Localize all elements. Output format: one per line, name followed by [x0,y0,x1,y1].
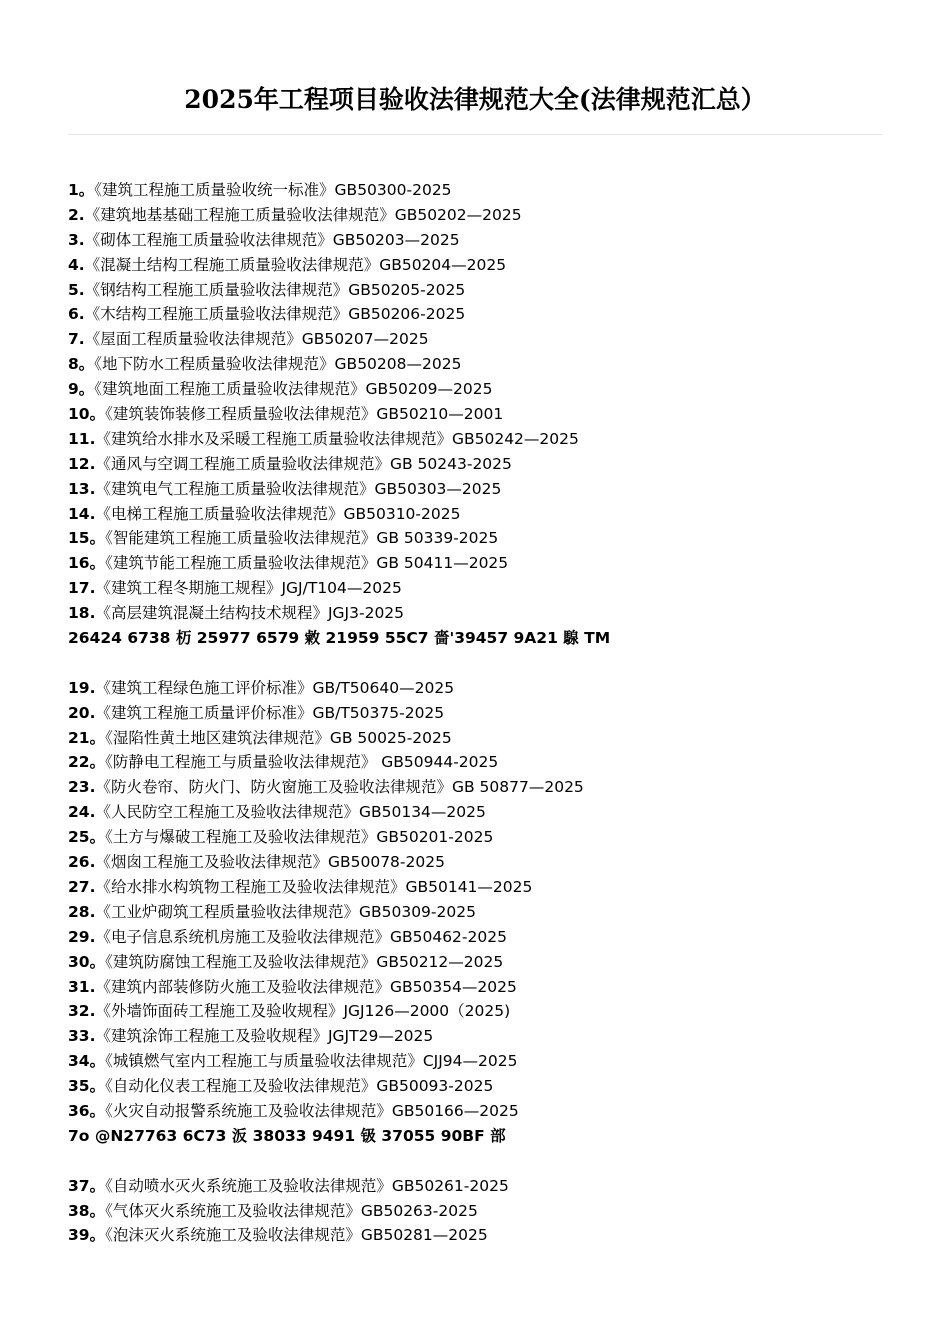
item-text: 《外墙饰面砖工程施工及验收规程》JGJ126—2000（2025) [95,1002,511,1021]
item-number: 6. [68,305,85,324]
item-text: 《湿陷性黄土地区建筑法律规范》GB 50025-2025 [105,728,452,747]
item-text: 《建筑电气工程施工质量验收法律规范》GB50303—2025 [95,479,502,498]
item-number: 38。 [68,1201,106,1220]
list-item [68,875,928,900]
item-number: 31. [68,977,96,996]
item-text: 《自动化仪表工程施工及验收法律规范》GB50093-2025 [105,1077,494,1096]
item-text: 《建筑涂饰工程施工及验收规程》JGJT29—2025 [95,1027,434,1046]
item-number: 14. [68,504,96,523]
garbled-text-line [68,626,928,651]
list-item [68,1223,928,1248]
item-text: 《砌体工程施工质量验收法律规范》GB50203—2025 [84,230,460,249]
standards-list [68,178,928,1248]
item-number: 9。 [68,380,95,399]
list-item [68,1074,928,1099]
item-text: 《通风与空调工程施工质量验收法律规范》GB 50243-2025 [95,454,512,473]
item-text: 《人民防空工程施工及验收法律规范》GB50134—2025 [95,803,486,822]
blank-line [68,651,928,676]
item-text: 《建筑地面工程施工质量验收法律规范》GB50209—2025 [94,380,493,399]
list-item [68,950,928,975]
list-item [68,278,928,303]
list-item [68,178,928,203]
item-number: 16。 [68,554,106,573]
item-number: 8。 [68,355,95,374]
list-item [68,302,928,327]
item-number: 20. [68,703,96,722]
list-item [68,775,928,800]
item-text: 《给水排水构筑物工程施工及验收法律规范》GB50141—2025 [95,877,533,896]
item-text: 《木结构工程施工质量验收法律规范》GB50206-2025 [84,305,466,324]
list-item [68,825,928,850]
item-text: 《建筑装饰装修工程质量验收法律规范》GB50210—2001 [105,405,504,424]
item-text: 《钢结构工程施工质量验收法律规范》GB50205-2025 [84,280,466,299]
item-text: 《电子信息系统机房施工及验收法律规范》GB50462-2025 [95,927,507,946]
list-item [68,402,928,427]
item-number: 37。 [68,1176,106,1195]
item-number: 27. [68,877,96,896]
list-item [68,701,928,726]
item-text: 26424 6738 杤 25977 6579 敹 21959 55C7 嗇'39457 9A21 騡 TM [68,629,611,648]
list-item [68,1099,928,1124]
item-number: 39。 [68,1226,106,1245]
list-item [68,1174,928,1199]
item-text: 《自动喷水灭火系统施工及验收法律规范》GB50261-2025 [105,1176,509,1195]
item-text: 《防火卷帘、防火门、防火窗施工及验收法律规范》GB 50877—2025 [95,778,584,797]
item-number: 29. [68,927,96,946]
item-text: 《泡沫灭火系统施工及验收法律规范》GB50281—2025 [105,1226,488,1245]
item-number: 2. [68,205,85,224]
item-number: 30。 [68,952,106,971]
item-number: 15。 [68,529,106,548]
list-item [68,377,928,402]
item-number: 7. [68,330,85,349]
item-text: 《工业炉砌筑工程质量验收法律规范》GB50309-2025 [95,902,476,921]
item-text: 《建筑工程施工质量验收统一标准》GB50300-2025 [94,181,452,199]
item-text: 《建筑防腐蚀工程施工及验收法律规范》GB50212—2025 [105,952,504,971]
list-item [68,526,928,551]
document-title: 2025年工程项目验收法律规范大全(法律规范汇总） [184,85,766,114]
list-item [68,999,928,1024]
item-number: 12. [68,454,96,473]
item-number: 25。 [68,828,106,847]
list-item [68,975,928,1000]
item-text: 《建筑给水排水及采暖工程施工质量验收法律规范》GB50242—2025 [95,429,579,448]
list-item [68,327,928,352]
item-text: 《土方与爆破工程施工及验收法律规范》GB50201-2025 [105,828,494,847]
item-text: 《建筑地基基础工程施工质量验收法律规范》GB50202—2025 [84,205,522,224]
item-number: 22。 [68,753,106,772]
item-number: 3. [68,230,85,249]
item-text: 《烟囱工程施工及验收法律规范》GB50078-2025 [95,853,445,872]
list-item [68,1199,928,1224]
list-item [68,228,928,253]
list-item [68,750,928,775]
item-number: 34。 [68,1052,106,1071]
list-item [68,427,928,452]
item-number: 10。 [68,405,106,424]
item-number: 24. [68,803,96,822]
item-text: 《建筑工程施工质量评价标准》GB/T50375-2025 [95,703,445,722]
list-item [68,551,928,576]
item-number: 36。 [68,1101,106,1120]
list-item [68,1024,928,1049]
item-text: 《建筑节能工程施工质量验收法律规范》GB 50411—2025 [105,554,509,573]
title-divider [68,134,882,135]
item-number: 5. [68,280,85,299]
item-number: 21。 [68,728,106,747]
item-number: 33. [68,1027,96,1046]
list-item [68,352,928,377]
item-number: 26. [68,853,96,872]
list-item [68,726,928,751]
item-text: 《混凝土结构工程施工质量验收法律规范》GB50204—2025 [84,255,507,274]
item-text: 《建筑工程绿色施工评价标准》GB/T50640—2025 [95,678,455,697]
item-text: 《地下防水工程质量验收法律规范》GB50208—2025 [94,355,462,374]
item-number: 23. [68,778,96,797]
item-text: 《气体灭火系统施工及验收法律规范》GB50263-2025 [105,1201,478,1220]
list-item [68,676,928,701]
list-item [68,800,928,825]
list-item [68,1049,928,1074]
garbled-text-line [68,1124,928,1149]
item-number: 17. [68,579,96,598]
item-number: 4. [68,255,85,274]
item-text: 《电梯工程施工质量验收法律规范》GB50310-2025 [95,504,461,523]
list-item [68,925,928,950]
item-number: 1。 [68,181,95,199]
item-number: 32. [68,1002,96,1021]
list-item [68,452,928,477]
list-item [68,601,928,626]
blank-line [68,1149,928,1174]
item-number: 19. [68,678,96,697]
list-item [68,502,928,527]
item-text: 《防静电工程施工与质量验收法律规范》 GB50944-2025 [105,753,499,772]
item-number: 35。 [68,1077,106,1096]
list-item [68,203,928,228]
list-item [68,477,928,502]
list-item [68,850,928,875]
item-number: 13. [68,479,96,498]
item-text: 7o @N27763 6C73 汳 38033 9491 钑 37055 90BF 部 [68,1126,506,1145]
item-text: 《建筑工程冬期施工规程》JGJ/T104—2025 [95,579,402,598]
list-item [68,253,928,278]
item-text: 《建筑内部装修防火施工及验收法律规范》GB50354—2025 [95,977,517,996]
item-text: 《火灾自动报警系统施工及验收法律规范》GB50166—2025 [105,1101,519,1120]
item-text: 《智能建筑工程施工质量验收法律规范》GB 50339-2025 [105,529,499,548]
list-item [68,576,928,601]
list-item [68,900,928,925]
item-text: 《屋面工程质量验收法律规范》GB50207—2025 [84,330,429,349]
item-number: 11. [68,429,96,448]
item-number: 18. [68,604,96,623]
item-text: 《高层建筑混凝土结构技术规程》JGJ3-2025 [95,604,405,623]
item-text: 《城镇燃气室内工程施工与质量验收法律规范》CJJ94—2025 [105,1052,518,1071]
item-number: 28. [68,902,96,921]
